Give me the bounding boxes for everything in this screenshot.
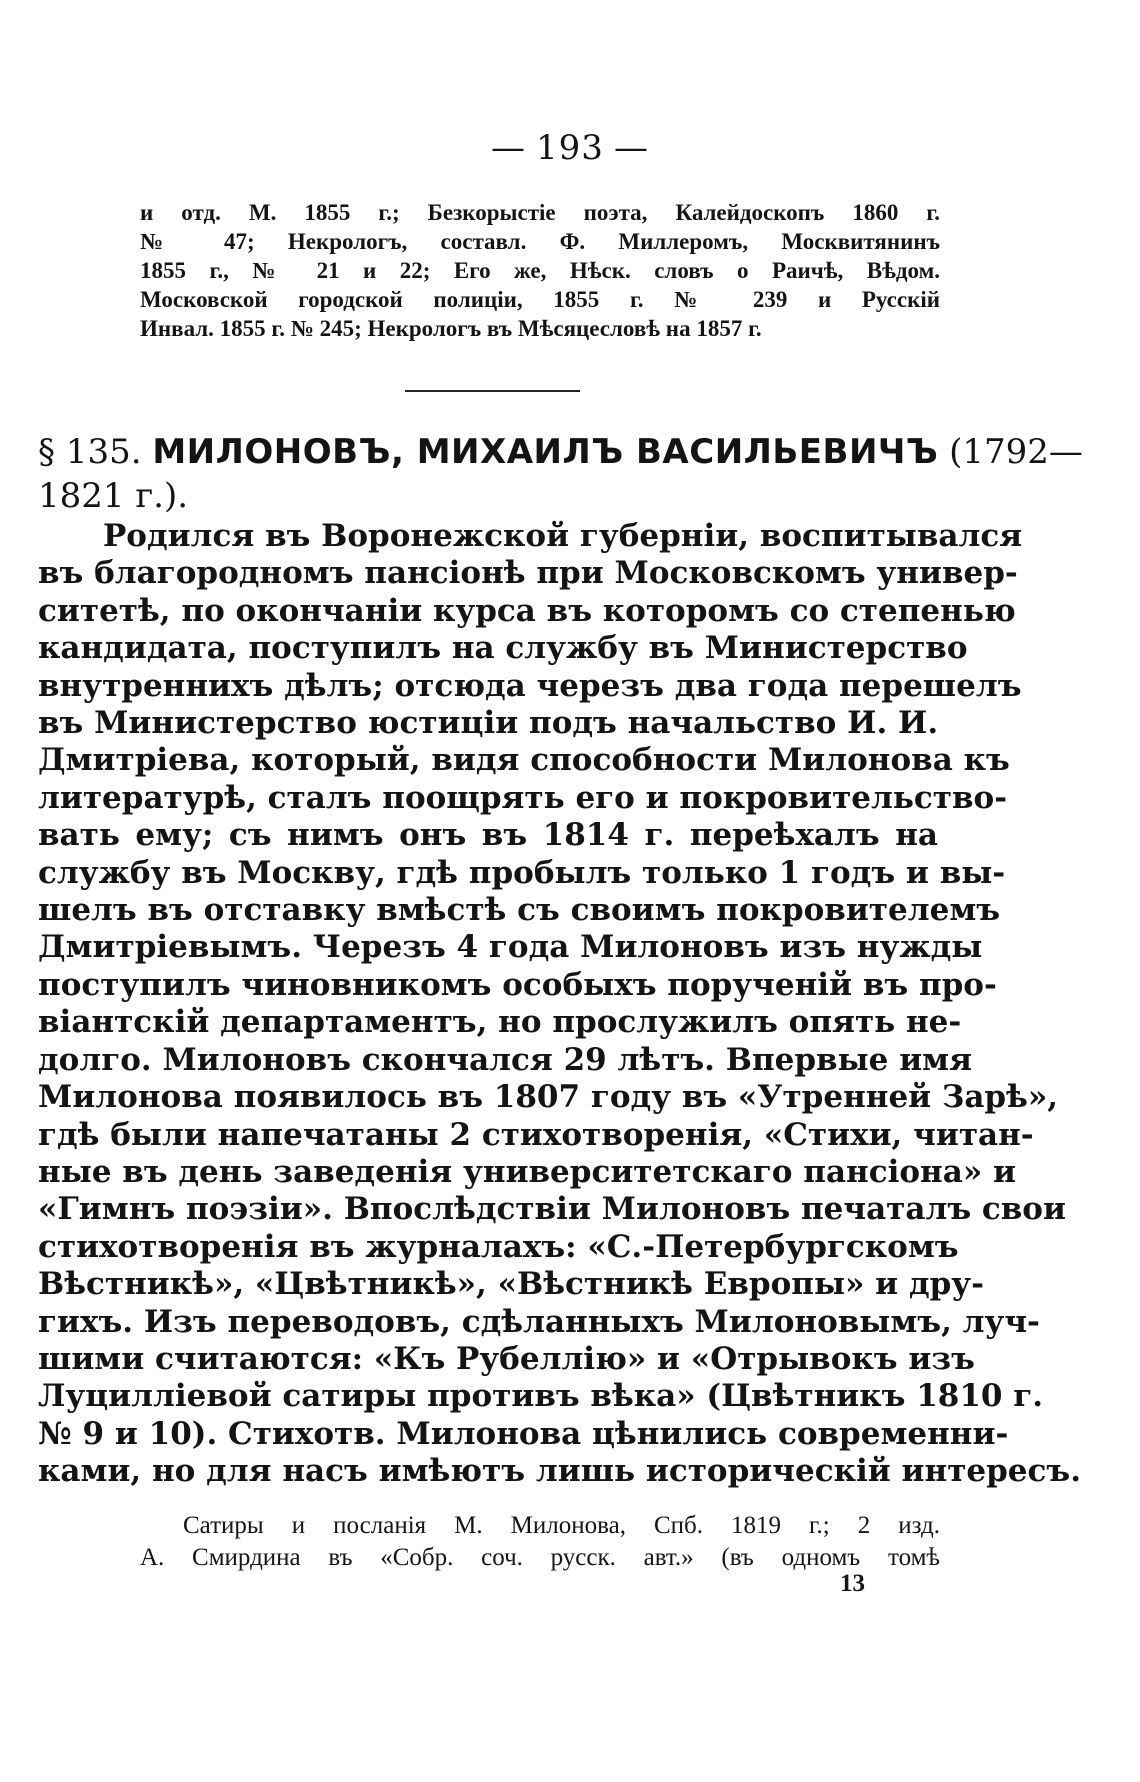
bibliography-line: Сатиры и посланія М. Милонова, Спб. 1819 г.; 2 изд. — [183, 1512, 940, 1539]
signature-mark: 13 — [840, 1570, 865, 1597]
body-line: внутреннихъ дѣлъ; отсюда черезъ два года перешелъ — [38, 667, 1022, 704]
body-line: ками, но для насъ имѣютъ лишь историческій интересъ. — [38, 1453, 1081, 1490]
body-line: кандидата, поступилъ на службу въ Министерство — [38, 630, 968, 667]
body-line: ситетѣ, по окончаніи курса въ которомъ со степенью — [38, 592, 1016, 629]
body-line: № 9 и 10). Стихотв. Милонова цѣнились современни- — [38, 1415, 1009, 1452]
body-line: Дмитріева, который, видя способности Милонова къ — [38, 742, 1010, 779]
bibliography-line: А. Смирдина въ «Собр. соч. русск. авт.» (въ одномъ томѣ — [140, 1544, 940, 1571]
page-number-dash-right: — — [613, 128, 649, 168]
body-line: въ благородномъ пансіонѣ при Московскомъ универ- — [38, 555, 1018, 592]
body-line: долго. Милоновъ скончался 29 лѣтъ. Впервые имя — [38, 1041, 973, 1078]
footnote-line: Московской городской полиціи, 1855 г. № 239 и Русскій — [140, 287, 940, 312]
body-line: Родился въ Воронежской губерніи, воспитывался — [103, 518, 1023, 554]
body-line: «Гимнъ поэзіи». Впослѣдствіи Милоновъ печаталъ свои — [38, 1191, 1066, 1228]
page-number — [0, 128, 1140, 168]
footnote-line: № 47; Некрологъ, составл. Ф. Миллеромъ, Москвитянинъ — [140, 229, 940, 254]
body-line: шими считаются: «Къ Рубеллію» и «Отрывокъ изъ — [38, 1340, 975, 1377]
section-dates-start: (1792— — [949, 432, 1083, 472]
section-heading — [38, 430, 1083, 518]
body-line: литературѣ, сталъ поощрять его и покровительство- — [38, 779, 1008, 816]
page-number-dash-left: — — [491, 128, 527, 168]
section-dates-end: 1821 г.). — [38, 476, 189, 516]
biography-text — [38, 518, 1081, 1491]
section-author-name: МИЛОНОВЪ, МИХАИЛЪ ВАСИЛЬЕВИЧЪ — [152, 432, 939, 472]
body-line: Луцилліевой сатиры противъ вѣка» (Цвѣтникъ 1810 г. — [38, 1378, 1044, 1415]
footnote-line: и отд. М. 1855 г.; Безкорыстіе поэта, Калейдоскопъ 1860 г. — [140, 200, 940, 225]
body-line: гдѣ были напечатаны 2 стихотворенія, «Стихи, читан- — [38, 1116, 1034, 1153]
body-line: Милонова появилось въ 1807 году въ «Утренней Зарѣ», — [38, 1079, 1059, 1116]
body-line: Вѣстникѣ», «Цвѣтникѣ», «Вѣстникѣ Европы» и дру- — [38, 1266, 985, 1303]
footnote-line: 1855 г., № 21 и 22; Его же, Нѣск. словъ о Раичѣ, Вѣдом. — [140, 258, 940, 283]
section-heading-line-1 — [38, 430, 1083, 474]
body-line: ные въ день заведенія университетскаго пансіона» и — [38, 1153, 1016, 1190]
body-line: службу въ Москву, гдѣ пробылъ только 1 годъ и вы- — [38, 854, 1006, 891]
section-number: § 135. — [38, 432, 142, 472]
page-number-value: 193 — [536, 128, 604, 168]
bibliography-note — [140, 1510, 940, 1574]
body-line: вать ему; съ нимъ онъ въ 1814 г. переѣхалъ на — [38, 817, 938, 854]
body-line: въ Министерство юстиціи подъ начальство И. И. — [38, 705, 939, 742]
body-line: поступилъ чиновникомъ особыхъ порученій въ про- — [38, 966, 997, 1003]
body-line: стихотворенія въ журналахъ: «С.-Петербургскомъ — [38, 1228, 959, 1265]
body-line: гихъ. Изъ переводовъ, сдѣланныхъ Милоновымъ, луч- — [38, 1303, 1040, 1340]
footnote-continuation — [140, 198, 940, 343]
body-line: шелъ въ отставку вмѣстѣ съ своимъ покровителемъ — [38, 892, 1001, 929]
body-line: віантскій департаментъ, но прослужилъ опять не- — [38, 1004, 962, 1041]
footnote-line: Инвал. 1855 г. № 245; Некрологъ въ Мѣсяцесловѣ на 1857 г. — [140, 316, 762, 341]
section-divider — [405, 390, 580, 392]
body-line: Дмитріевымъ. Черезъ 4 года Милоновъ изъ нужды — [38, 929, 983, 966]
